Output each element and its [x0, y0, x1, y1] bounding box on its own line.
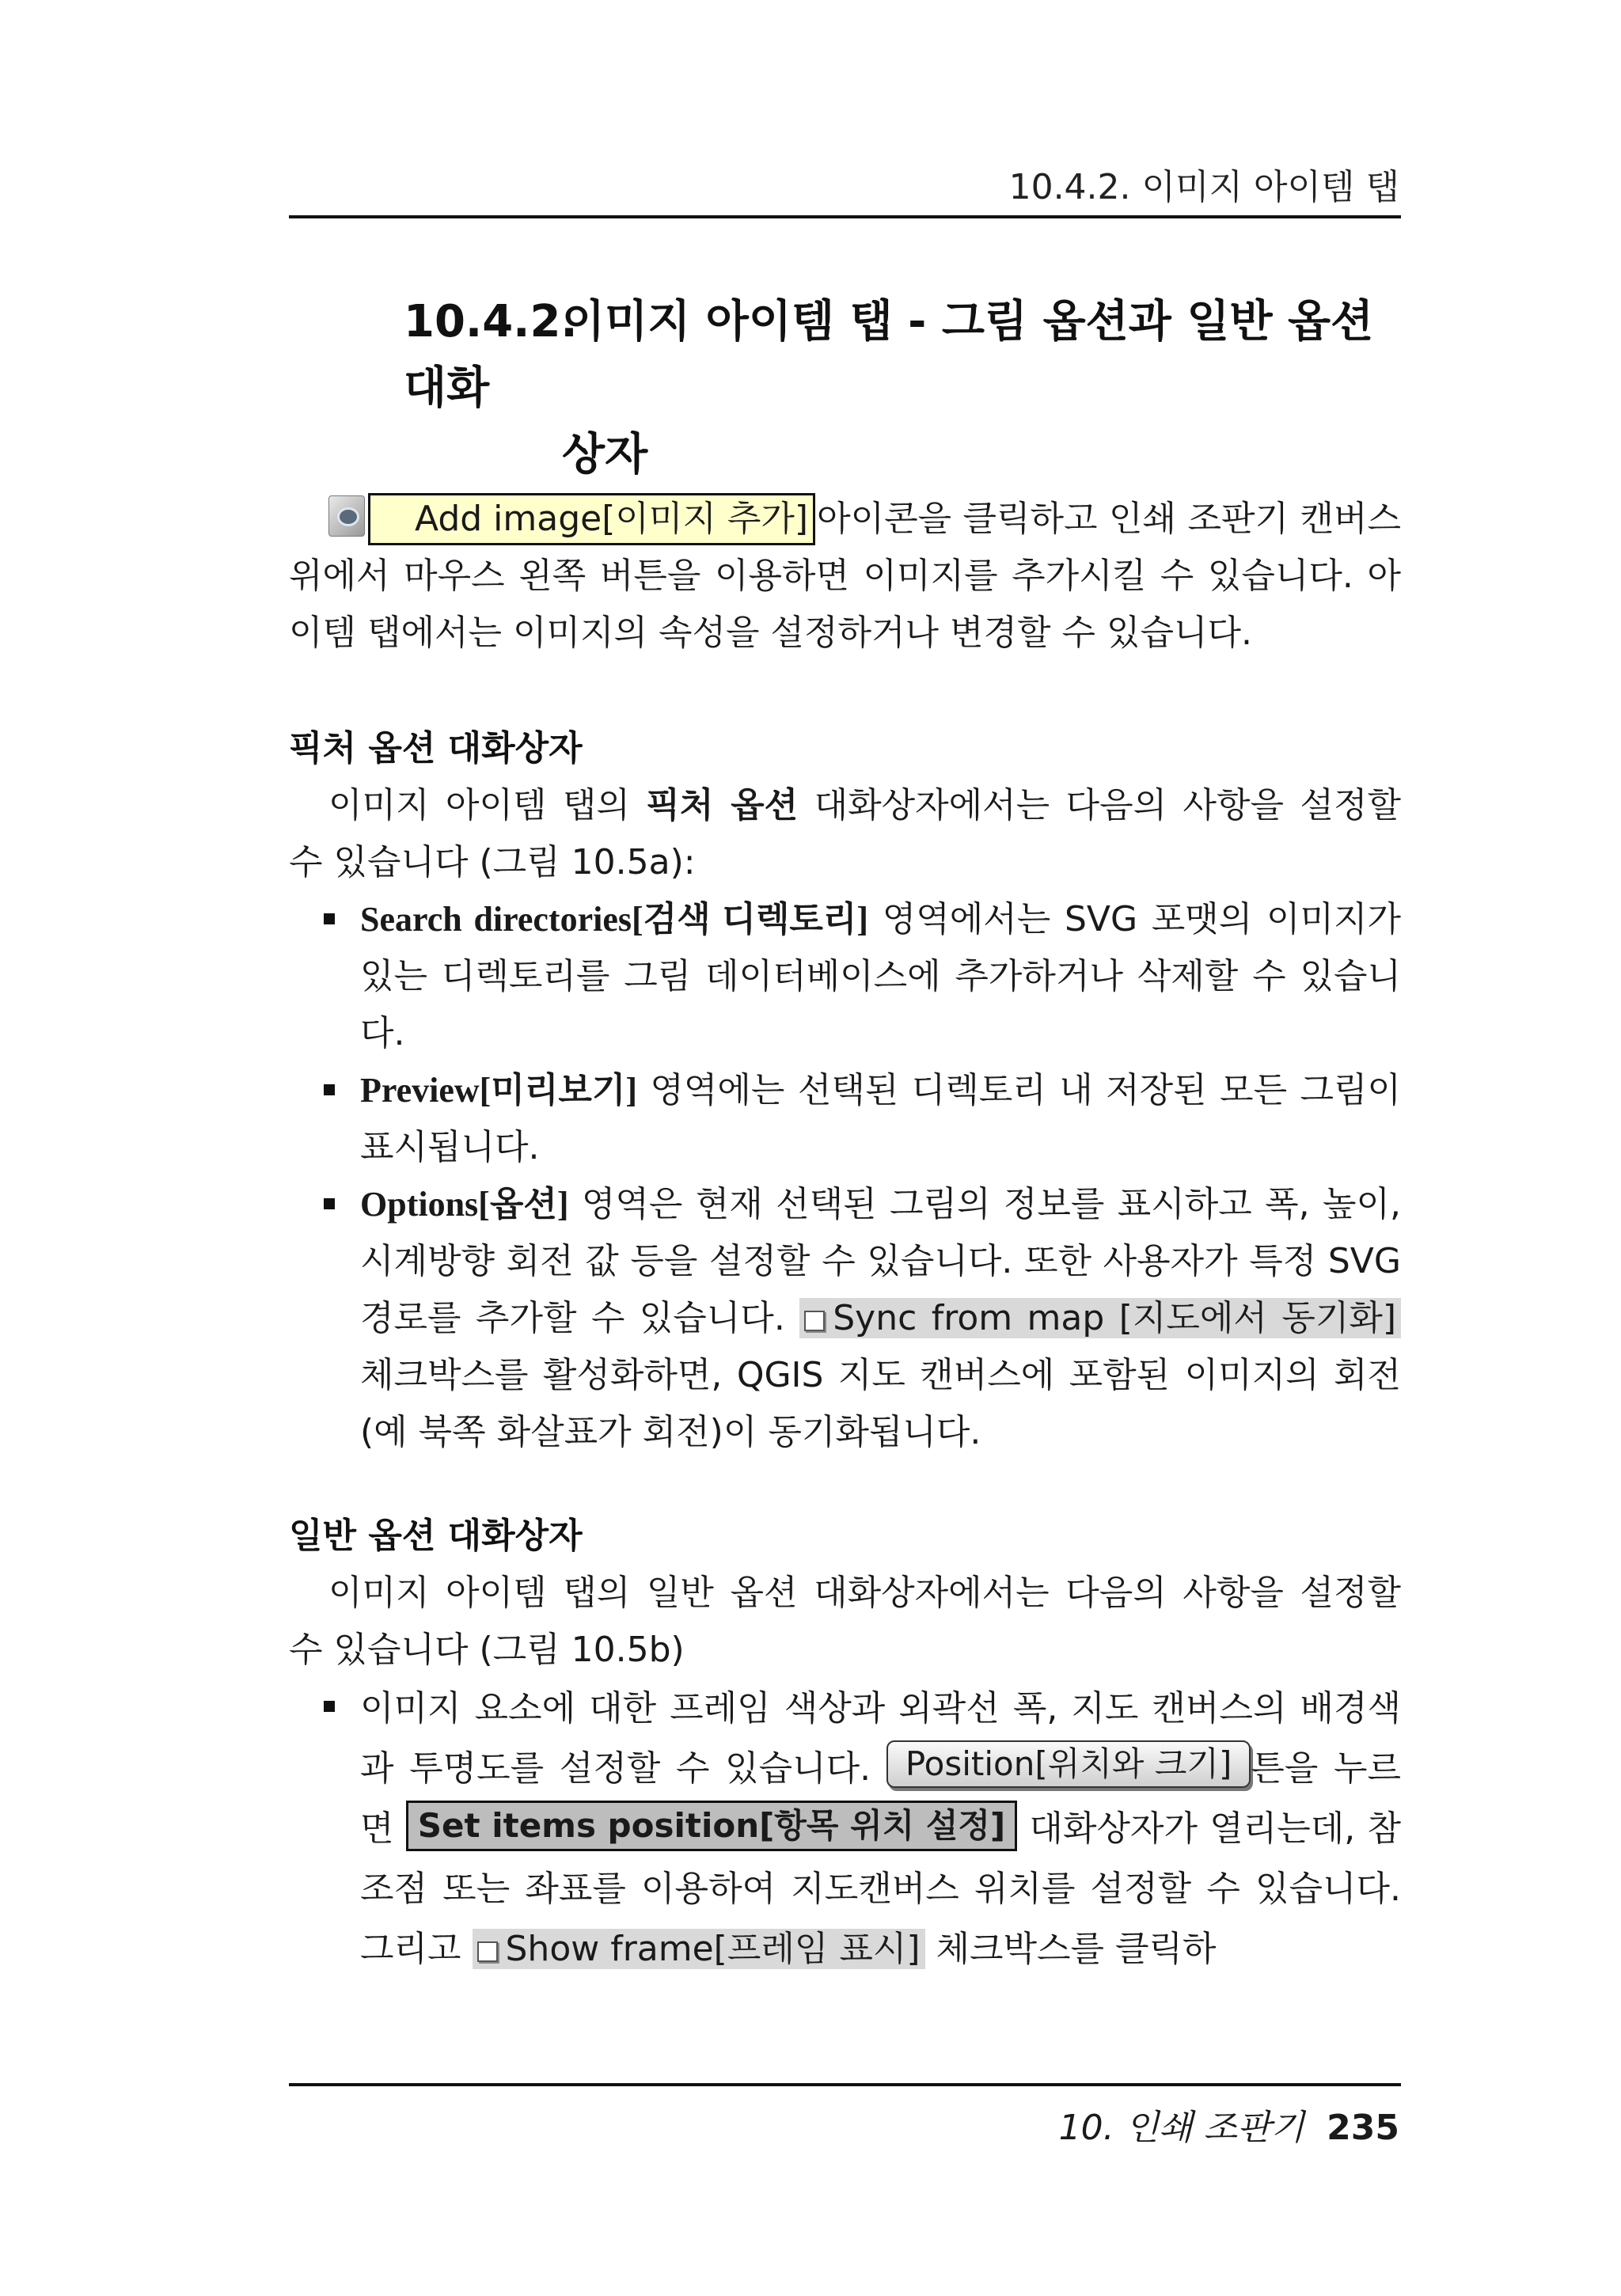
header-rule [289, 215, 1401, 218]
list-item: Preview[미리보기] 영역에는 선택된 디렉토리 내 저장된 모든 그림이 표시됩니다. [289, 1062, 1401, 1176]
section-title [404, 289, 1405, 488]
intro-text: 아이콘을 클릭하고 인쇄 조판기 캔버스 위에서 마우스 왼쪽 버튼을 이용하면 이미지를 추가시킬 수 있습니다. 아이템 탭에서는 이미지의 속성을 설정하거나 변경할 수 있습니다. [289, 499, 1401, 653]
picture-options-heading: 픽처 옵션 대화상자 [289, 728, 583, 768]
search-directories-term: Search directories[검색 디렉토리] [360, 900, 869, 939]
general-options-section [289, 1508, 1401, 1979]
footer-chapter: 10. 인쇄 조판기 [1058, 2108, 1305, 2148]
page-footer [1059, 2099, 1399, 2150]
show-frame-checkbox[interactable]: Show frame[프레임 표시] [473, 1929, 925, 1969]
add-image-icon [328, 495, 365, 537]
list-item: Options[옵션] 영역은 현재 선택된 그림의 정보를 표시하고 폭, 높이, 시계방향 회전 값 등을 설정할 수 있습니다. 또한 사용자가 특정 SVG 경로를 추가할 수 있습니다. Sync from map [지도에서 동기화] 체크박스를 활성화하면, QGIS 지도 캔버스에 포함된 이미지의 회전(예 북쪽 화살표가 회전)이 동기화됩니다. [289, 1176, 1401, 1461]
picture-options-section [289, 720, 1401, 1461]
checkbox-icon [477, 1941, 498, 1962]
add-image-button[interactable]: Add image[이미지 추가] [368, 493, 815, 545]
picture-options-intro: 이미지 아이템 탭의 픽처 옵션 대화상자에서는 다음의 사항을 설정할 수 있습니다 (그림 10.5a): [289, 785, 1401, 882]
preview-term: Preview[미리보기] [360, 1071, 637, 1110]
section-number: 10.4.2. [404, 296, 578, 347]
position-button[interactable]: Position[위치와 크기] [886, 1740, 1251, 1788]
section-title-line1: 이미지 아이템 탭 - 그림 옵션과 일반 옵션 대화 [404, 296, 1374, 414]
page-number: 235 [1327, 2108, 1399, 2148]
running-header: 10.4.2. 이미지 아이템 탭 [1008, 167, 1399, 207]
list-item: Search directories[검색 디렉토리] 영역에서는 SVG 포맷의 이미지가 있는 디렉토리를 그림 데이터베이스에 추가하거나 삭제할 수 있습니다. [289, 891, 1401, 1062]
checkbox-icon [804, 1311, 825, 1331]
general-options-intro: 이미지 아이템 탭의 일반 옵션 대화상자에서는 다음의 사항을 설정할 수 있습니다 (그림 10.5b) [289, 1573, 1401, 1670]
set-items-position-button[interactable]: Set items position[항목 위치 설정] [406, 1801, 1017, 1851]
section-title-line2: 상자 [562, 429, 648, 480]
list-item: 이미지 요소에 대한 프레임 색상과 외곽선 폭, 지도 캔버스의 배경색과 투명도를 설정할 수 있습니다. Position[위치와 크기] 튼을 누르면 Set items position[항목 위치 설정] 대화상자가 열리는데, 참조점 또는 좌표를 이용하여 지도캔버스 위치를 설정할 수 있습니다. 그리고 Show frame[프레임 표시] 체크박스를 클릭하 [289, 1679, 1401, 1979]
options-term: Options[옵션] [360, 1185, 569, 1224]
sync-from-map-checkbox[interactable]: Sync from map [지도에서 동기화] [799, 1298, 1401, 1338]
footer-rule [289, 2083, 1401, 2086]
intro-paragraph [289, 491, 1401, 662]
general-options-heading: 일반 옵션 대화상자 [289, 1516, 583, 1556]
